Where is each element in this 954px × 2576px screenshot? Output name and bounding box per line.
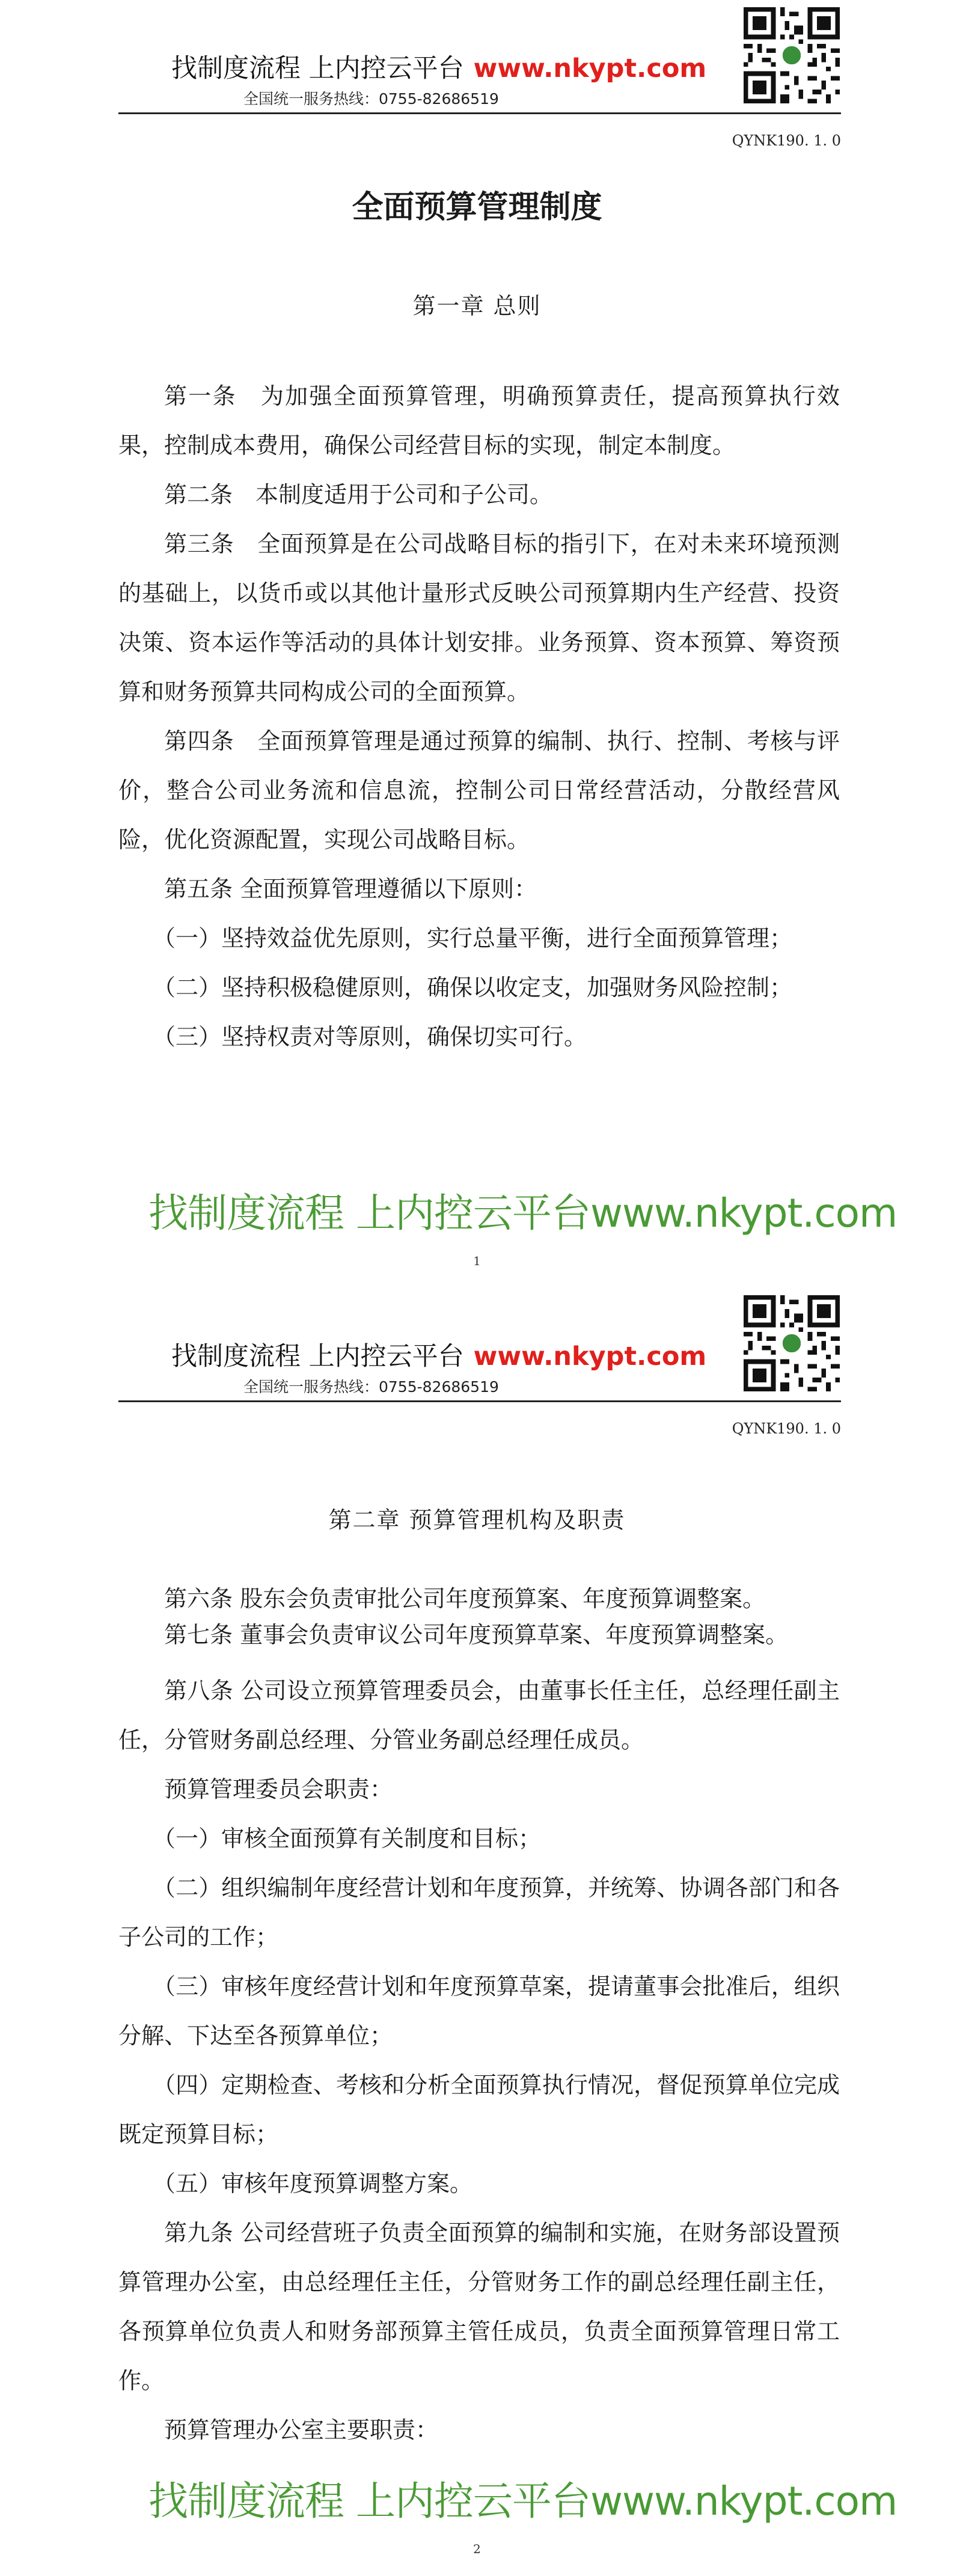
- chapter-body: [118, 1581, 840, 2455]
- paragraph: （一）审核全面预算有关制度和目标；: [153, 1825, 542, 1852]
- header-hotline: 全国统一服务热线：0755-82686519: [243, 1378, 499, 1396]
- paragraph: 预算管理办公室主要职责：: [164, 2417, 439, 2443]
- watermark-text: 找制度流程 上内控云平台www.nkypt.com: [148, 1190, 897, 1236]
- watermark-text: 找制度流程 上内控云平台www.nkypt.com: [148, 2478, 897, 2524]
- header-hotline: 全国统一服务热线：0755-82686519: [243, 90, 499, 108]
- chapter-body: [118, 371, 840, 1061]
- paragraph: 第一条 为加强全面预算管理，明确预算责任，提高预算执行效果，控制成本费用，确保公司经营目标的实现，制定本制度。: [118, 383, 840, 459]
- paragraph: （四）定期检查、考核和分析全面预算执行情况，督促预算单位完成既定预算目标；: [118, 2072, 840, 2147]
- page-number: 1: [473, 1254, 481, 1268]
- paragraph: 第三条 全面预算是在公司战略目标的指引下，在对未来环境预测的基础上，以货币或以其他计量形式反映公司预算期内生产经营、投资决策、资本运作等活动的具体计划安排。业务预算、资本预算、筹资预算和财务预算共同构成公司的全面预算。: [118, 531, 840, 705]
- header-divider: [118, 1400, 841, 1402]
- document-page-2: [0, 1288, 954, 2576]
- paragraph: （三）坚持权责对等原则，确保切实可行。: [153, 1024, 587, 1050]
- header-url-link[interactable]: www.nkypt.com: [473, 1341, 707, 1372]
- paragraph: （一）坚持效益优先原则，实行总量平衡，进行全面预算管理；: [153, 925, 793, 951]
- header-title-text: 找制度流程 上内控云平台: [171, 1341, 464, 1372]
- header-title: [171, 1336, 706, 1373]
- header-title-text: 找制度流程 上内控云平台: [171, 53, 464, 84]
- document-number: QYNK190. 1. 0: [732, 1420, 841, 1437]
- paragraph: 第六条 股东会负责审批公司年度预算案、年度预算调整案。: [164, 1586, 766, 1612]
- paragraph: 预算管理委员会职责：: [164, 1776, 393, 1802]
- paragraph: 第四条 全面预算管理是通过预算的编制、执行、控制、考核与评价，整合公司业务流和信息流，控制公司日常经营活动，分散经营风险，优化资源配置，实现公司战略目标。: [118, 728, 840, 853]
- header-url-link[interactable]: www.nkypt.com: [473, 53, 707, 84]
- paragraph: （二）坚持积极稳健原则，确保以收定支，加强财务风险控制；: [153, 974, 793, 1001]
- document-number: QYNK190. 1. 0: [732, 132, 841, 149]
- page-number: 2: [473, 2542, 481, 2556]
- header-title: [171, 48, 706, 85]
- paragraph: （五）审核年度预算调整方案。: [153, 2170, 473, 2197]
- paragraph: 第二条 本制度适用于公司和子公司。: [164, 481, 553, 508]
- paragraph: 第八条 公司设立预算管理委员会，由董事长任主任，总经理任副主任，分管财务副总经理、分管业务副总经理任成员。: [118, 1677, 840, 1753]
- qr-code-icon: [744, 7, 840, 103]
- paragraph: 第九条 公司经营班子负责全面预算的编制和实施，在财务部设置预算管理办公室，由总经理任主任，分管财务工作的副总经理任副主任，各预算单位负责人和财务部预算主管任成员，负责全面预算管理日常工作。: [118, 2220, 840, 2394]
- paragraph: 第五条 全面预算管理遵循以下原则：: [164, 876, 537, 902]
- chapter-heading: 第一章 总则: [412, 293, 542, 319]
- qr-code-icon: [744, 1295, 840, 1391]
- document-title: 全面预算管理制度: [352, 189, 602, 225]
- paragraph: （二）组织编制年度经营计划和年度预算，并统筹、协调各部门和各子公司的工作；: [118, 1875, 840, 1950]
- header-divider: [118, 112, 841, 114]
- paragraph: 第七条 董事会负责审议公司年度预算草案、年度预算调整案。: [164, 1622, 789, 1648]
- chapter-heading: 第二章 预算管理机构及职责: [328, 1507, 626, 1533]
- paragraph: （三）审核年度经营计划和年度预算草案，提请董事会批准后，组织分解、下达至各预算单位；: [118, 1973, 840, 2049]
